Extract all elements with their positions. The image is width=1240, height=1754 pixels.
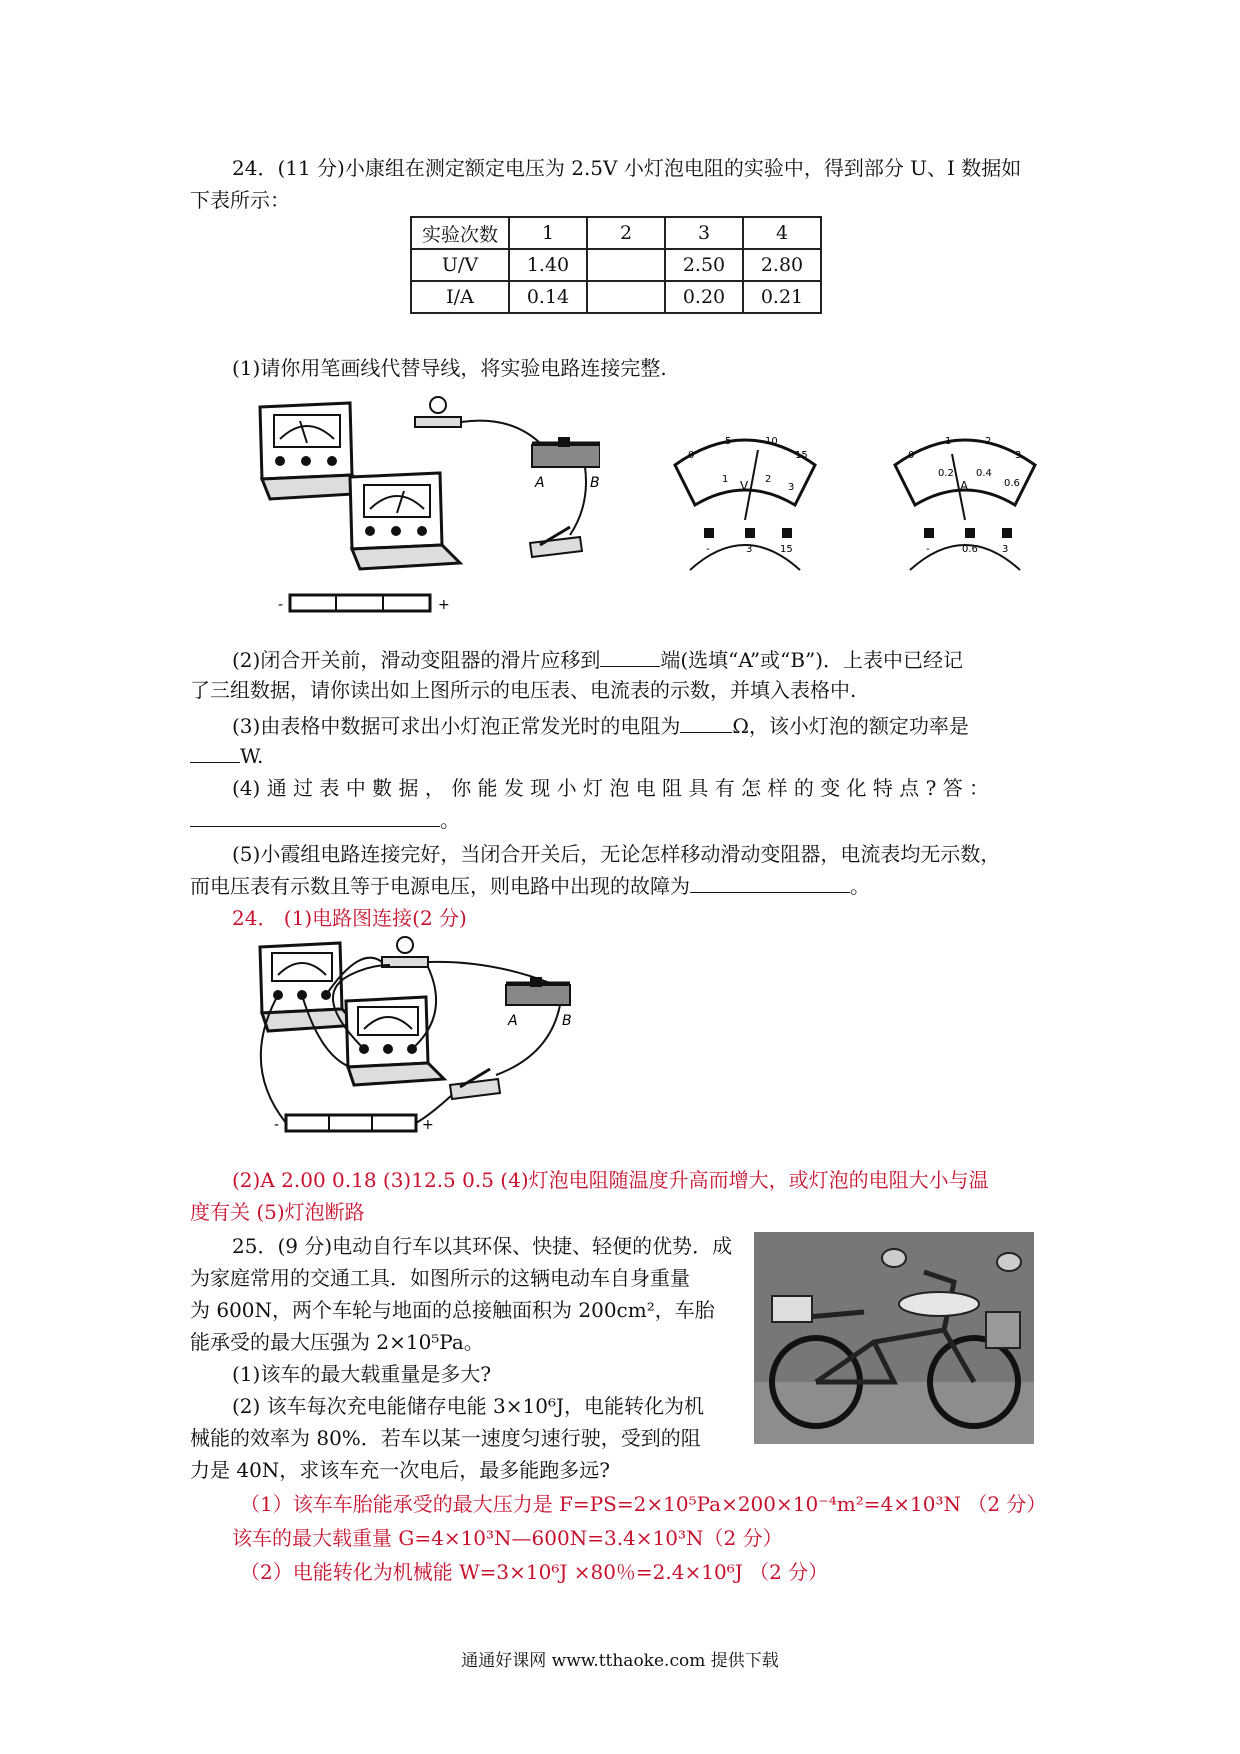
part5-text-c: 。 [850,874,870,898]
q24-part2-line1 [232,646,963,674]
slider-b-label: B [590,475,600,491]
table-cell: 3 [665,217,743,249]
table-cell: 0.21 [743,281,821,313]
slider-a-label: A [535,475,545,491]
svg-text:0: 0 [688,450,695,461]
q24-part1: (1)请你用笔画线代替导线，将实验电路连接完整. [232,356,667,380]
part3-text-a: (3)由表格中数据可求出小灯泡正常发光时的电阻为 [232,714,681,738]
svg-text:10: 10 [765,436,778,447]
q25-answer1-line2: 该车的最大载重量 G=4×10³N—600N=3.4×10³N（2 分） [232,1526,783,1550]
svg-text:3: 3 [788,482,795,493]
table-row [411,249,821,281]
table-cell: 2.50 [665,249,743,281]
voltmeter-device-icon [346,997,444,1085]
svg-text:0.6: 0.6 [1004,478,1020,489]
svg-text:2: 2 [765,474,772,485]
svg-text:5: 5 [725,436,732,447]
q24-part5-line1: (5)小霞组电路连接完好，当闭合开关后，无论怎样移动滑动变阻器，电流表均无示数， [232,842,1001,866]
q25-line4: 能承受的最大压强为 2×10⁵Pa。 [190,1330,484,1354]
svg-text:V: V [740,479,749,493]
rheostat-icon [532,437,600,467]
svg-text:3: 3 [1002,544,1009,555]
answer-blank [680,732,732,733]
part3-text-b: Ω，该小灯泡的额定功率是 [732,714,969,738]
table-cell [587,281,665,313]
battery-icon [286,1115,416,1131]
answer-blank [600,666,660,667]
svg-text:15: 15 [780,544,793,555]
table-cell: 实验次数 [411,217,509,249]
q25-question2-line2: 械能的效率为 80%．若车以某一速度匀速行驶，受到的阻 [190,1426,701,1450]
table-header-row [411,217,821,249]
voltmeter-dial-figure [670,420,820,580]
svg-text:0.2: 0.2 [938,468,954,479]
q25-line2: 为家庭常用的交通工具．如图所示的这辆电动车自身重量 [190,1266,690,1290]
battery-minus-label: - [274,1117,280,1133]
connected-circuit-figure [250,935,590,1155]
battery-plus-label: + [422,1117,434,1133]
table-cell: 4 [743,217,821,249]
svg-text:1: 1 [722,474,729,485]
q25-answer2-line1: （2）电能转化为机械能 W=3×10⁶J ×80％=2.4×10⁶J （2 分） [240,1560,829,1584]
q25-question2-line3: 力是 40N，求该车充一次电后，最多能跑多远? [190,1458,611,1482]
switch-icon [530,527,582,557]
q24-intro-line1: 24．(11 分)小康组在测定额定电压为 2.5V 小灯泡电阻的实验中，得到部分 U、I 数据如 [232,156,1022,180]
slider-b-label: B [562,1013,572,1029]
table-cell: 1.40 [509,249,587,281]
battery-icon [290,595,430,611]
svg-text:-: - [706,544,710,555]
part3-text-c: W. [240,744,264,768]
part2-text-b: 端(选填“A”或“B”)．上表中已经记 [660,648,964,672]
q24-part4-line2 [190,806,460,834]
q24-part4-line1: (4) 通 过 表 中 數 据 ， 你 能 发 现 小 灯 泡 电 阻 具 有 怎 样 的 变 化 特 点 ? 答 ： [232,776,990,800]
table-row [411,281,821,313]
q25-answer1-line1: （1）该车车胎能承受的最大压力是 F=PS=2×10⁵Pa×200×10⁻⁴m²=4×10³N （2 分） [240,1492,1047,1516]
slider-a-label: A [508,1013,518,1029]
part2-text-a: (2)闭合开关前，滑动变阻器的滑片应移到 [232,648,601,672]
answer-blank [190,762,240,763]
q24-answer-title: 24． (1)电路图连接(2 分) [232,906,467,930]
q24-part5-line2 [190,872,870,900]
svg-text:0.6: 0.6 [962,544,978,555]
page-footer: 通通好课网 www.tthaoke.com 提供下载 [461,1651,779,1671]
part5-text-b: 而电压表有示数且等于电源电压，则电路中出现的故障为 [190,874,690,898]
lamp-icon [382,937,428,967]
q25-line1: 25．(9 分)电动自行车以其环保、快捷、轻便的优势．成 [232,1234,733,1258]
battery-plus-label: + [438,597,450,613]
electric-bike-photo [754,1232,1034,1444]
svg-text:0: 0 [908,450,915,461]
table-cell: 0.14 [509,281,587,313]
q24-part3-line1 [232,712,969,740]
part4-text-b: 。 [440,808,460,832]
answer-blank [190,826,440,827]
table-cell: U/V [411,249,509,281]
q24-answer-line2: 度有关 (5)灯泡断路 [190,1200,365,1224]
svg-text:15: 15 [795,450,808,461]
q24-answer-line1: (2)A 2.00 0.18 (3)12.5 0.5 (4)灯泡电阻随温度升高而增大，或灯泡的电阻大小与温 [232,1168,989,1192]
answer-blank [690,892,850,893]
table-cell [587,249,665,281]
q24-intro-line2: 下表所示： [190,188,290,212]
svg-text:3: 3 [1015,450,1022,461]
table-cell: 2 [587,217,665,249]
svg-text:0.4: 0.4 [976,468,992,479]
voltmeter-device-icon [350,473,460,569]
battery-minus-label: - [278,597,284,613]
switch-icon [450,1069,500,1099]
q24-part3-line2 [190,742,263,770]
rheostat-icon [506,977,570,1005]
svg-text:2: 2 [985,436,992,447]
table-cell: 0.20 [665,281,743,313]
q25-question1: (1)该车的最大载重量是多大? [232,1362,492,1386]
svg-text:3: 3 [746,544,753,555]
lamp-icon [415,397,461,427]
q24-data-table [410,216,822,314]
svg-text:-: - [926,544,930,555]
q25-question2-line1: (2) 该车每次充电能储存电能 3×10⁶J，电能转化为机 [232,1394,705,1418]
q25-line3: 为 600N，两个车轮与地面的总接触面积为 200cm²，车胎 [190,1298,715,1322]
svg-text:A: A [960,479,969,493]
ammeter-dial-figure [890,420,1040,580]
table-cell: 1 [509,217,587,249]
q24-part2-line2: 了三组数据，请你读出如上图所示的电压表、电流表的示数，并填入表格中. [190,678,857,702]
apparatus-figure [240,395,600,625]
table-cell: 2.80 [743,249,821,281]
table-cell: I/A [411,281,509,313]
svg-text:1: 1 [945,436,952,447]
